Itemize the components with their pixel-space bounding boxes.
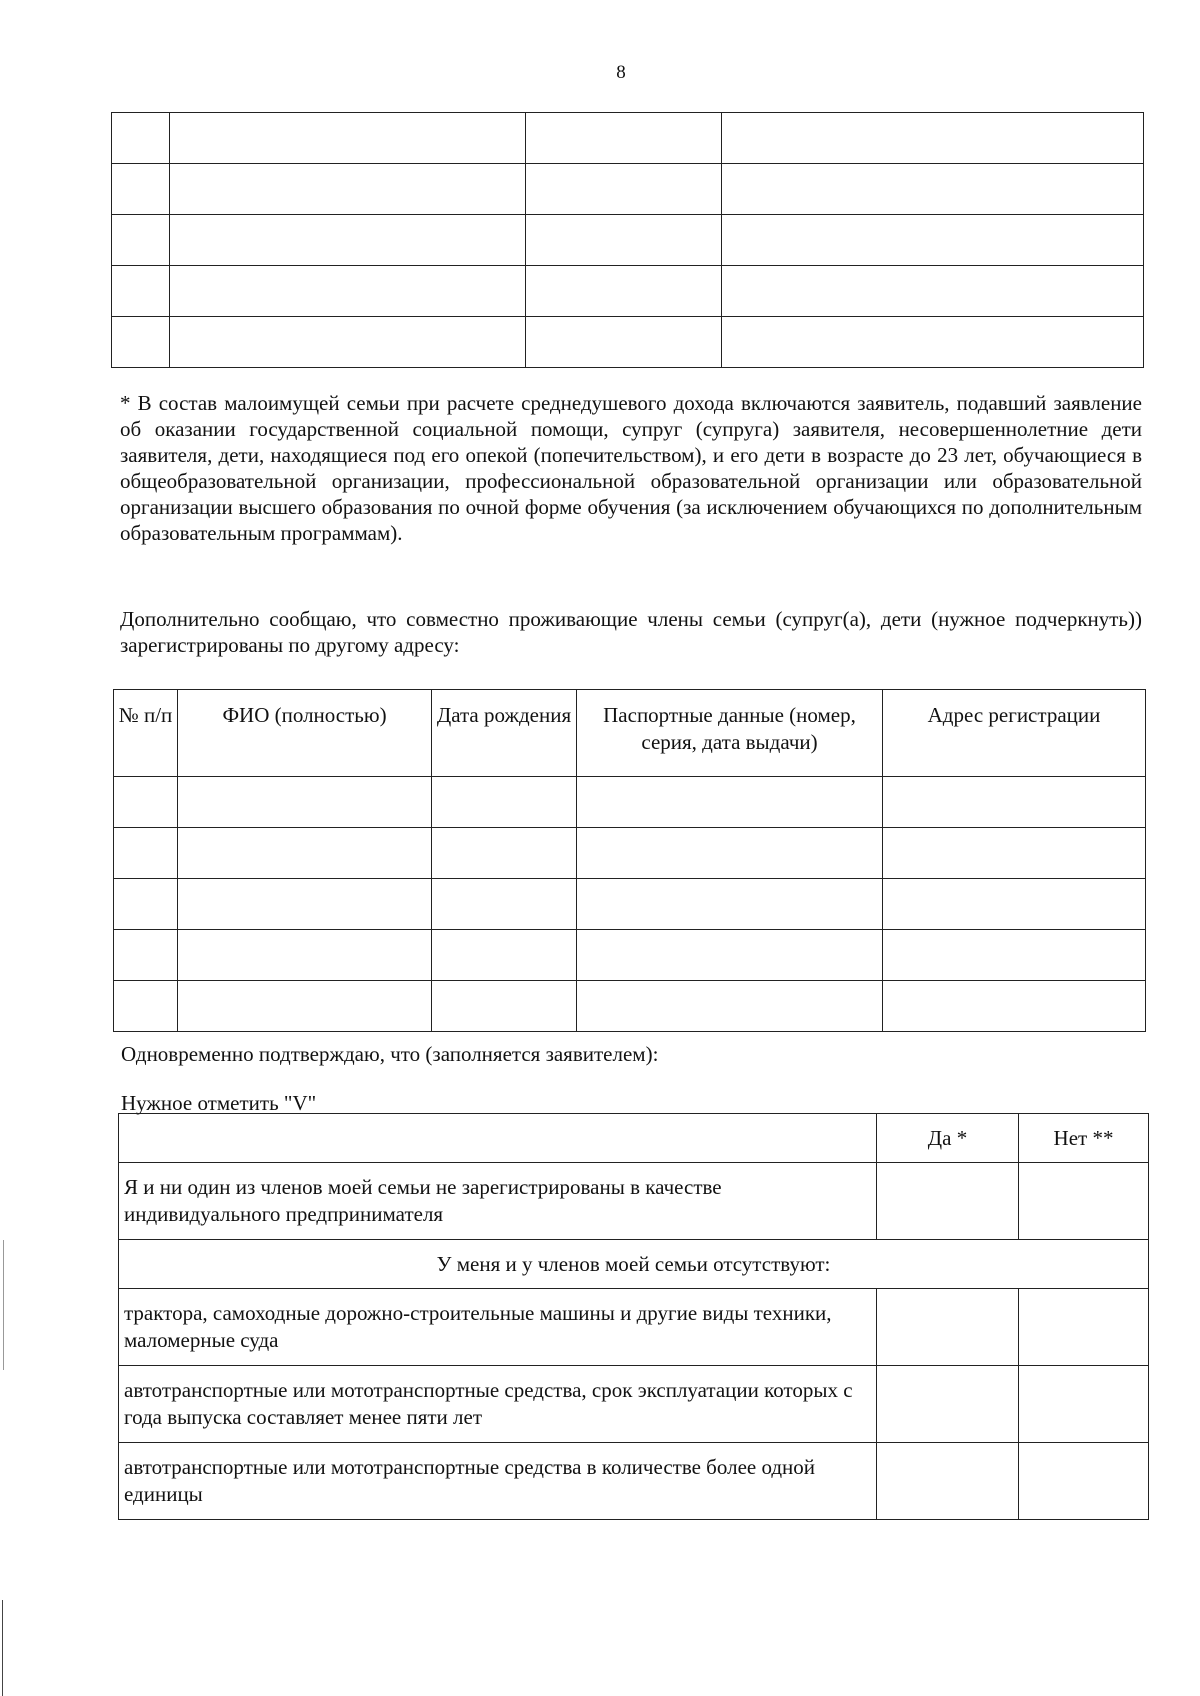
no-checkbox-cell[interactable]	[1019, 1289, 1149, 1366]
table-cell[interactable]	[114, 930, 178, 981]
table-cell[interactable]	[170, 215, 526, 266]
scan-margin-line	[3, 1240, 4, 1370]
table-cell[interactable]	[883, 930, 1146, 981]
table-row	[119, 1366, 1149, 1443]
table-cell[interactable]	[178, 981, 432, 1032]
scan-margin-line	[2, 1600, 3, 1696]
table-cell[interactable]	[432, 879, 577, 930]
header-blank	[119, 1114, 877, 1163]
no-checkbox-cell[interactable]	[1019, 1443, 1149, 1520]
table-cell[interactable]	[722, 317, 1144, 368]
table-row	[112, 266, 1144, 317]
header-yes: Да *	[877, 1114, 1019, 1163]
table-cell[interactable]	[577, 981, 883, 1032]
table-row	[112, 317, 1144, 368]
item-vehicles-count: автотранспортные или мототранспортные средства в количестве более одной единицы	[119, 1443, 877, 1520]
yes-checkbox-cell[interactable]	[877, 1289, 1019, 1366]
table-cell[interactable]	[526, 266, 722, 317]
yes-checkbox-cell[interactable]	[877, 1443, 1019, 1520]
header-no: Нет **	[1019, 1114, 1149, 1163]
table-row	[119, 1163, 1149, 1240]
page-number: 8	[616, 62, 626, 83]
table-row	[114, 930, 1146, 981]
table-cell[interactable]	[114, 879, 178, 930]
table-row	[114, 828, 1146, 879]
table-cell[interactable]	[526, 164, 722, 215]
table-cell[interactable]	[577, 879, 883, 930]
table-cell[interactable]	[170, 113, 526, 164]
table-cell[interactable]	[722, 113, 1144, 164]
table-row	[114, 777, 1146, 828]
table-row	[112, 164, 1144, 215]
header-number: № п/п	[114, 690, 178, 777]
header-passport: Паспортные данные (номер, серия, дата выдачи)	[577, 690, 883, 777]
table-header-row	[114, 690, 1146, 777]
table-cell[interactable]	[722, 164, 1144, 215]
table-cell[interactable]	[112, 215, 170, 266]
table-cell[interactable]	[722, 215, 1144, 266]
table-cell[interactable]	[432, 777, 577, 828]
header-birth-date: Дата рождения	[432, 690, 577, 777]
header-fio: ФИО (полностью)	[178, 690, 432, 777]
table-cell[interactable]	[170, 266, 526, 317]
table-cell[interactable]	[526, 113, 722, 164]
table-row	[119, 1289, 1149, 1366]
footnote-text: * В состав малоимущей семьи при расчете среднедушевого дохода включаются заявитель, подавший заявление об оказании государственной социальной помощи, супруг (супруга) заявителя, несовершеннолетние дети заявителя, дети, находящиеся под его опекой (попечительством), и его дети в возрасте до 23 лет, обучающиеся в общеобразовательной организации, профессиональной образовательной организации или образовательной организации высшего образования по очной форме обучения (за исключением обучающихся по дополнительным образовательным программам).	[120, 391, 1142, 545]
table-header-row	[119, 1114, 1149, 1163]
table-cell[interactable]	[883, 777, 1146, 828]
table-cell[interactable]	[114, 981, 178, 1032]
table-cell[interactable]	[883, 981, 1146, 1032]
item-vehicles-age: автотранспортные или мототранспортные средства, срок эксплуатации которых с года выпуска составляет менее пяти лет	[119, 1366, 877, 1443]
confirmation-checklist-table	[118, 1113, 1149, 1520]
item-individual-entrepreneur: Я и ни один из членов моей семьи не зарегистрированы в качестве индивидуального предпринимателя	[119, 1163, 877, 1240]
table-cell[interactable]	[112, 266, 170, 317]
table-cell[interactable]	[178, 777, 432, 828]
section-title: У меня и у членов моей семьи отсутствуют:	[119, 1240, 1149, 1289]
table-cell[interactable]	[178, 930, 432, 981]
table-cell[interactable]	[114, 828, 178, 879]
continuation-table	[111, 112, 1144, 368]
no-checkbox-cell[interactable]	[1019, 1366, 1149, 1443]
no-checkbox-cell[interactable]	[1019, 1163, 1149, 1240]
yes-checkbox-cell[interactable]	[877, 1163, 1019, 1240]
family-members-table	[113, 689, 1146, 1032]
table-cell[interactable]	[883, 828, 1146, 879]
table-cell[interactable]	[114, 777, 178, 828]
table-cell[interactable]	[432, 981, 577, 1032]
yes-checkbox-cell[interactable]	[877, 1366, 1019, 1443]
table-cell[interactable]	[112, 164, 170, 215]
item-tractors: трактора, самоходные дорожно-строительные машины и другие виды техники, маломерные суда	[119, 1289, 877, 1366]
table-cell[interactable]	[112, 317, 170, 368]
table-cell[interactable]	[577, 828, 883, 879]
confirm-text: Одновременно подтверждаю, что (заполняется заявителем):	[121, 1042, 659, 1066]
table-row	[119, 1443, 1149, 1520]
table-row	[114, 879, 1146, 930]
table-cell[interactable]	[577, 930, 883, 981]
table-row	[112, 113, 1144, 164]
table-cell[interactable]	[526, 317, 722, 368]
table-row	[112, 215, 1144, 266]
table-cell[interactable]	[112, 113, 170, 164]
table-cell[interactable]	[722, 266, 1144, 317]
table-cell[interactable]	[577, 777, 883, 828]
table-cell[interactable]	[178, 879, 432, 930]
table-row	[114, 981, 1146, 1032]
table-cell[interactable]	[432, 828, 577, 879]
mark-instruction: Нужное отметить "V"	[121, 1091, 317, 1115]
additional-info-text: Дополнительно сообщаю, что совместно проживающие члены семьи (супруг(а), дети (нужное подчеркнуть)) зарегистрированы по другому адресу:	[120, 607, 1142, 657]
table-cell[interactable]	[432, 930, 577, 981]
table-cell[interactable]	[883, 879, 1146, 930]
table-cell[interactable]	[170, 317, 526, 368]
section-row	[119, 1240, 1149, 1289]
table-cell[interactable]	[526, 215, 722, 266]
table-cell[interactable]	[178, 828, 432, 879]
table-cell[interactable]	[170, 164, 526, 215]
header-address: Адрес регистрации	[883, 690, 1146, 777]
